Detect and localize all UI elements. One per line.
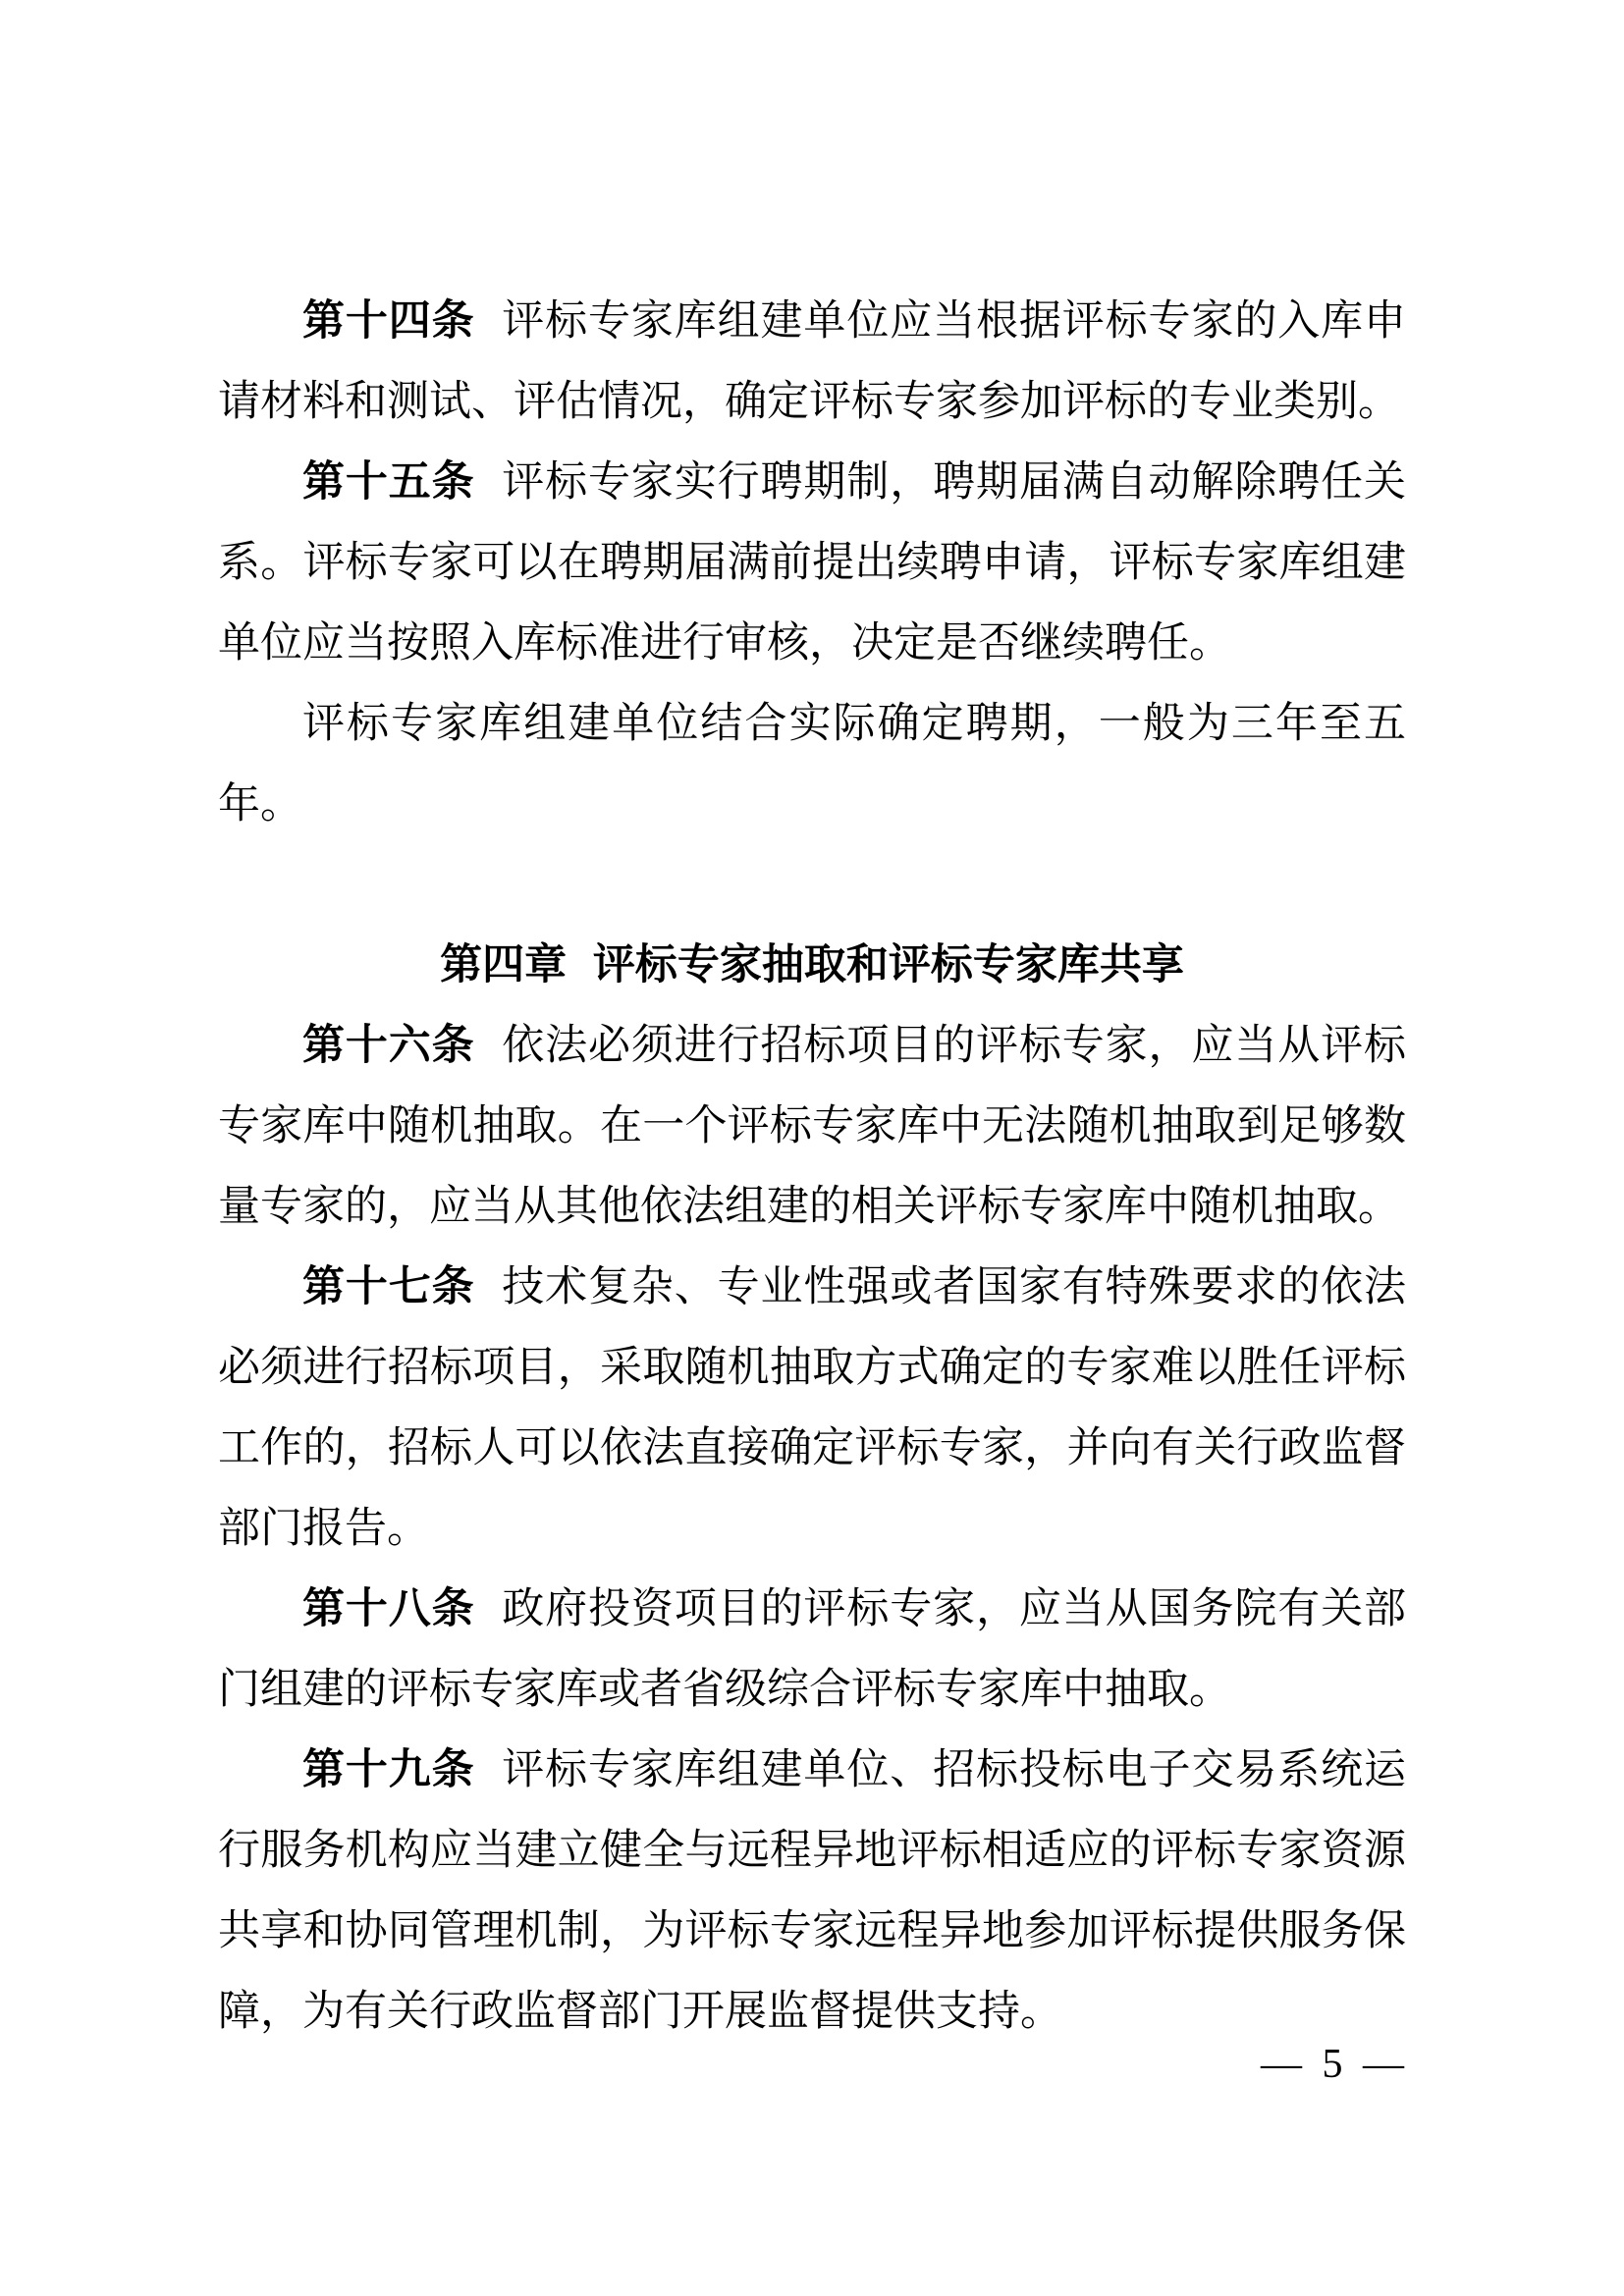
paragraph-text: 评标专家实行聘期制，聘期届满自动解除聘任关系。评标专家可以在聘期届满前提出续聘申请，评标专家库组建单位应当按照入库标准进行审核，决定是否继续聘任。 [218,459,1407,667]
article-number: 第十五条 [302,459,475,506]
body-paragraph [218,684,1406,845]
article-number: 第十八条 [302,1586,475,1632]
article-number: 第十六条 [302,1023,475,1069]
article-paragraph [218,1248,1406,1570]
article-number: 第十七条 [302,1264,475,1310]
page-number: — 5 — [1261,2042,1406,2087]
paragraph-text: 评标专家库组建单位应当根据评标专家的入库申请材料和测试、评估情况，确定评标专家参加评标的专业类别。 [218,298,1407,425]
article-paragraph [218,443,1406,684]
paragraph-text: 政府投资项目的评标专家，应当从国务院有关部门组建的评标专家库或者省级综合评标专家库中抽取。 [218,1586,1407,1713]
paragraph-text: 评标专家库组建单位结合实际确定聘期，一般为三年至五年。 [218,701,1406,828]
article-paragraph [218,1006,1406,1248]
paragraph-text: 评标专家库组建单位、招标投标电子交易系统运行服务机构应当建立健全与远程异地评标相适应的评标专家资源共享和协同管理机制，为评标专家远程异地参加评标提供服务保障，为有关行政监督部门开展监督提供支持。 [218,1747,1407,2035]
paragraph-text: 依法必须进行招标项目的评标专家，应当从评标专家库中随机抽取。在一个评标专家库中无法随机抽取到足够数量专家的，应当从其他依法组建的相关评标专家库中随机抽取。 [218,1023,1407,1230]
article-paragraph [218,1731,1406,2053]
article-paragraph [218,282,1406,443]
chapter-number: 第四章 [440,942,568,988]
chapter-heading [218,926,1406,1006]
document-body [218,282,1406,2053]
chapter-title: 评标专家抽取和评标专家库共享 [592,942,1184,988]
paragraph-text: 技术复杂、专业性强或者国家有特殊要求的依法必须进行招标项目，采取随机抽取方式确定的专家难以胜任评标工作的，招标人可以依法直接确定评标专家，并向有关行政监督部门报告。 [218,1264,1407,1552]
article-number: 第十九条 [302,1747,475,1793]
article-number: 第十四条 [302,298,475,345]
article-paragraph [218,1570,1406,1731]
